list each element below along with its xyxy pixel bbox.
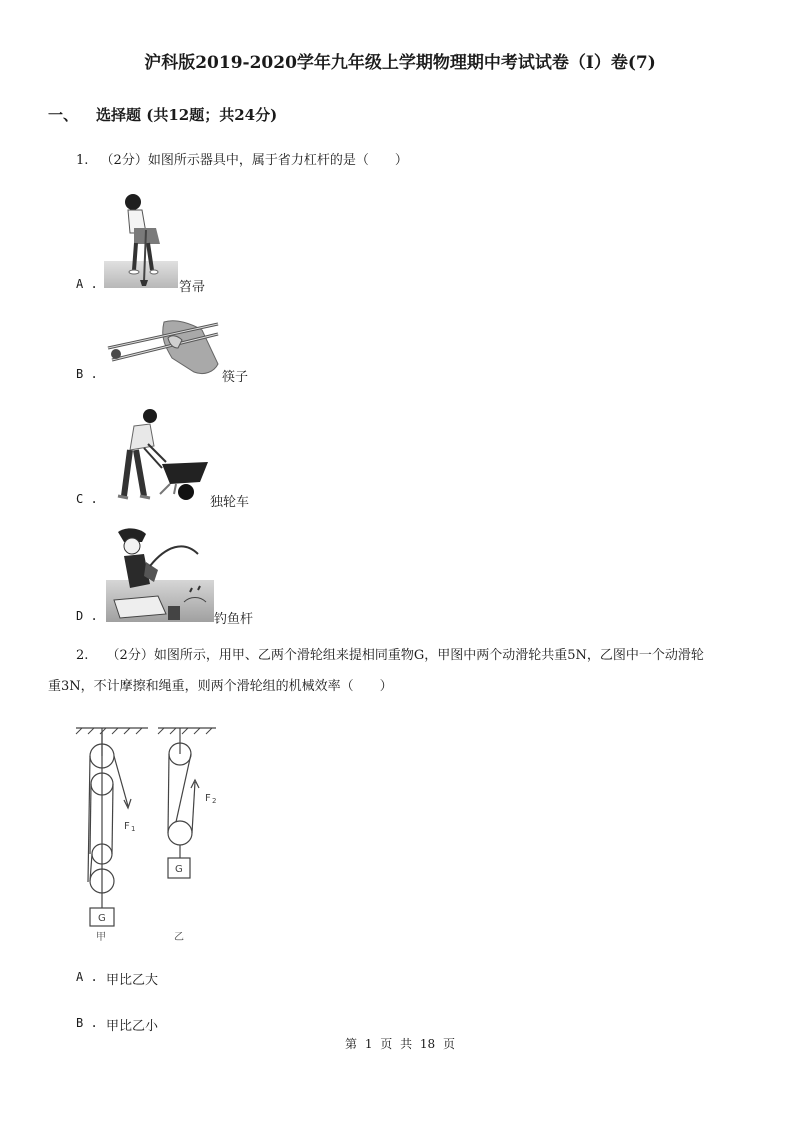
question-2-stem-line1 — [76, 642, 756, 670]
svg-text:G: G — [98, 913, 106, 924]
q2-option-a-label: A . — [76, 970, 98, 984]
option-b-label: B . — [76, 367, 98, 381]
option-a-image — [104, 188, 178, 288]
question-score: （2分） — [100, 153, 148, 168]
girl-sweeping-broom-icon — [104, 188, 178, 288]
option-d-label: D . — [76, 609, 98, 623]
man-fishing-with-rod-icon — [106, 526, 214, 622]
option-b-image — [106, 318, 220, 378]
question-1-stem — [76, 147, 408, 175]
option-d-text: 钓鱼杆 — [214, 612, 254, 627]
q2-option-b-text: 甲比乙小 — [106, 1019, 159, 1034]
svg-text:乙: 乙 — [174, 932, 184, 943]
section-heading — [48, 104, 277, 125]
question-text: 如图所示器具中，属于省力杠杆的是（ ） — [147, 153, 408, 168]
document-title: 沪科版2019-2020学年九年级上学期物理期中考试试卷（I）卷(7) — [144, 53, 656, 73]
question-text-line1: 如图所示，用甲、乙两个滑轮组来提相同重物G，甲图中两个动滑轮共重5N，乙图中一个动滑轮 — [153, 648, 704, 663]
svg-text:2: 2 — [212, 797, 217, 805]
q2-option-a-text: 甲比乙大 — [106, 973, 159, 988]
option-c-text: 独轮车 — [210, 495, 250, 510]
option-a-label: A . — [76, 277, 98, 291]
hand-holding-chopsticks-icon — [106, 318, 220, 378]
pulley-systems-figure — [70, 722, 230, 944]
question-number: 1. — [76, 153, 89, 168]
page-footer: 第 1 页 共 18 页 — [345, 1037, 455, 1051]
section-number: 一、 — [48, 106, 79, 124]
option-c-image — [104, 406, 210, 504]
pulley-diagram — [70, 722, 230, 944]
question-score: （2分） — [106, 648, 154, 663]
svg-text:G: G — [175, 864, 183, 875]
option-a-text: 笤帚 — [179, 280, 206, 295]
option-c-label: C . — [76, 492, 98, 506]
option-d-image — [106, 526, 214, 622]
question-2-stem-line2: 重3N，不计摩擦和绳重，则两个滑轮组的机械效率（ ） — [48, 679, 393, 694]
question-number: 2. — [76, 648, 89, 663]
man-pushing-wheelbarrow-icon — [104, 406, 210, 504]
option-b-text: 筷子 — [222, 370, 249, 385]
section-label: 选择题 (共12题；共24分) — [96, 106, 278, 124]
svg-text:F: F — [205, 793, 211, 804]
q2-option-b-label: B . — [76, 1016, 98, 1030]
svg-text:F: F — [124, 821, 130, 832]
svg-text:1: 1 — [131, 825, 136, 833]
svg-text:甲: 甲 — [96, 932, 106, 943]
